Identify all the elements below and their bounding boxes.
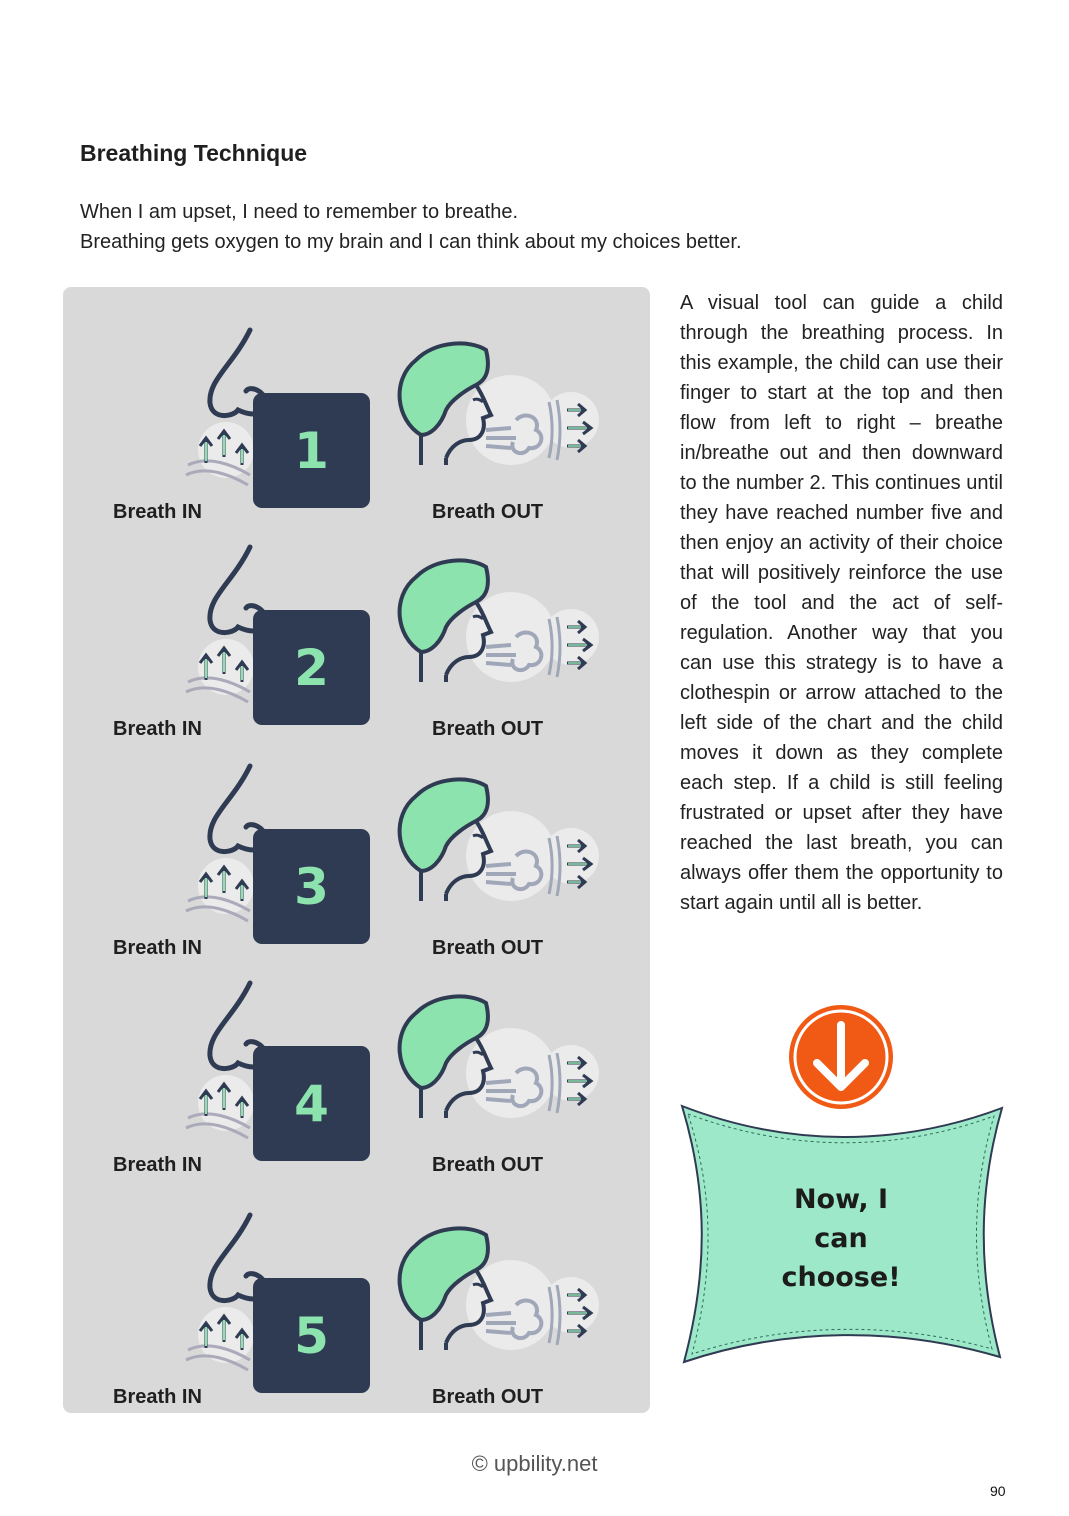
copyright-footer: © upbility.net <box>471 1451 598 1476</box>
step-number-box: 5 <box>253 1278 370 1393</box>
step-number-box: 2 <box>253 610 370 725</box>
face-exhale-icon <box>391 776 611 906</box>
page-number: 90 <box>990 1483 1006 1499</box>
face-exhale-icon <box>391 340 611 470</box>
face-exhale-icon <box>391 1225 611 1355</box>
callout-line: choose! <box>781 1262 901 1293</box>
step-number-box: 3 <box>253 829 370 944</box>
breath-step-row <box>63 978 650 1178</box>
intro-text <box>80 197 742 257</box>
intro-line: Breathing gets oxygen to my brain and I can think about my choices better. <box>80 231 742 253</box>
breath-in-label: Breath IN <box>113 1386 202 1408</box>
breath-in-label: Breath IN <box>113 501 202 523</box>
description-paragraph: A visual tool can guide a child through the breathing process. In this example, the child can use their finger to start at the top and then flow from left to right – breathe in/breathe out and then downward to the number 2. This continues until they have reached number five and then enjoy an activity of their choice that will positively reinforce the use of the tool and the act of self-regulation. Another way that you can use this strategy is to have a clothespin or arrow attached to the left side of the chart and the child moves it down as they complete each step. If a child is still feeling frustrated or upset after they have reached the last breath, you can always offer them the opportunity to start again until all is better. <box>680 292 1003 914</box>
callout-line: can <box>814 1223 868 1254</box>
page-title: Breathing Technique <box>80 140 308 166</box>
intro-line: When I am upset, I need to remember to breathe. <box>80 201 519 223</box>
face-exhale-icon <box>391 993 611 1123</box>
breath-out-label: Breath OUT <box>432 501 544 523</box>
breath-out-label: Breath OUT <box>432 718 544 740</box>
callout-line: Now, I <box>793 1184 889 1215</box>
breath-step-row <box>63 761 650 961</box>
breath-step-row <box>63 325 650 525</box>
breath-out-label: Breath OUT <box>432 1386 544 1408</box>
breath-out-label: Breath OUT <box>432 1154 544 1176</box>
step-number-box: 4 <box>253 1046 370 1161</box>
breath-in-label: Breath IN <box>113 937 202 959</box>
breath-step-row <box>63 1210 650 1410</box>
step-number-box: 1 <box>253 393 370 508</box>
face-exhale-icon <box>391 557 611 687</box>
breath-step-row <box>63 542 650 742</box>
callout-text <box>740 1180 942 1297</box>
breath-in-label: Breath IN <box>113 1154 202 1176</box>
breath-in-label: Breath IN <box>113 718 202 740</box>
down-arrow-icon <box>787 1003 895 1111</box>
breath-out-label: Breath OUT <box>432 937 544 959</box>
